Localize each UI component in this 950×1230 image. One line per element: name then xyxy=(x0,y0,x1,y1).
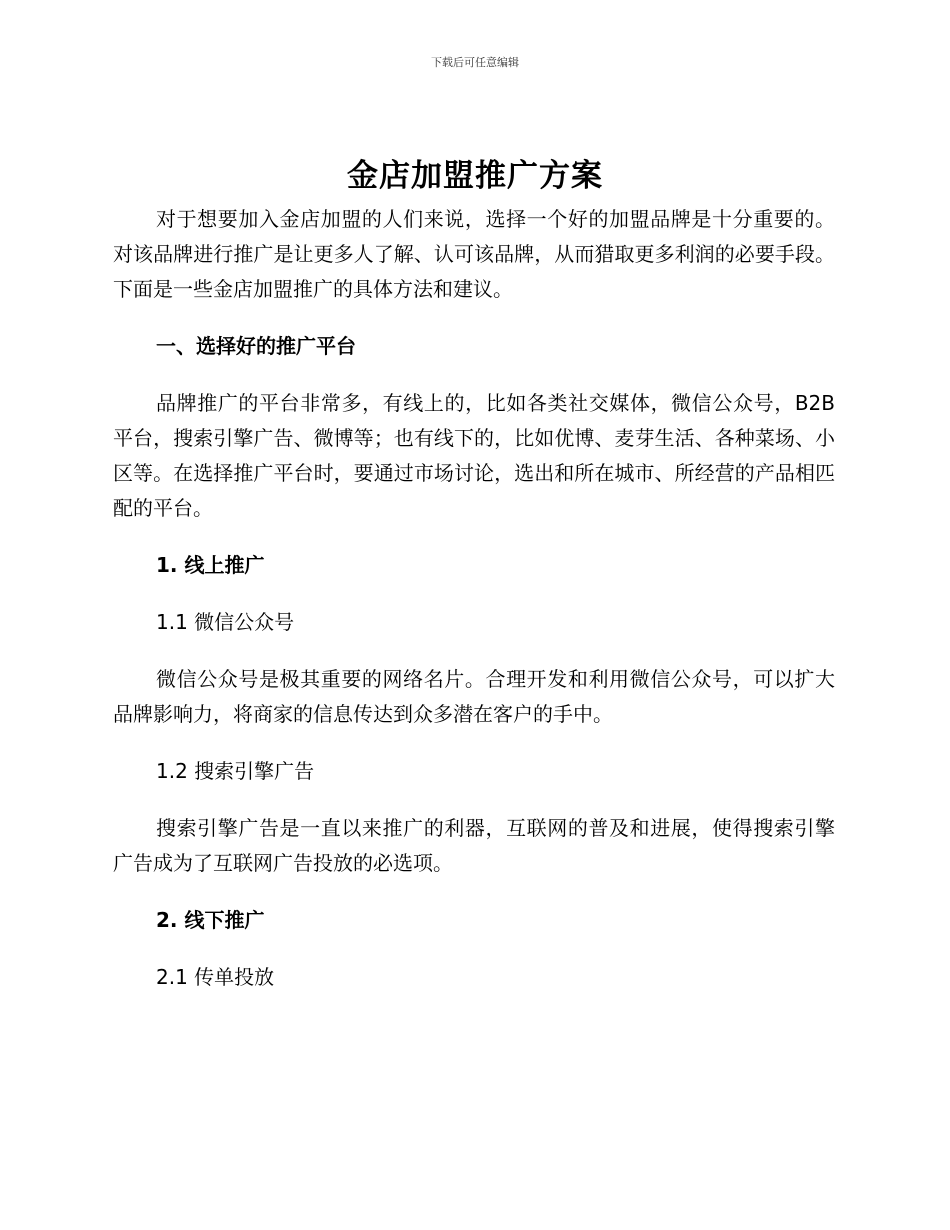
flyer-subheading: 2.1 传单投放 xyxy=(156,965,275,989)
intro-paragraph: 对于想要加入金店加盟的人们来说，选择一个好的加盟品牌是十分重要的。对该品牌进行推广是让更多人了解、认可该品牌，从而猎取更多利润的必要手段。下面是一些金店加盟推广的具体方法和建议。 xyxy=(113,207,835,301)
wechat-paragraph: 微信公众号是极其重要的网络名片。合理开发和利用微信公众号，可以扩大品牌影响力，将商家的信息传达到众多潜在客户的手中。 xyxy=(113,667,835,726)
platform-paragraph: 品牌推广的平台非常多，有线上的，比如各类社交媒体，微信公众号，B2B 平台，搜索引擎广告、微博等；也有线下的，比如优博、麦芽生活、各种菜场、小区等。在选择推广平台时，要通过市场讨论，选出和所在城市、所经营的产品相匹配的平台。 xyxy=(113,391,835,520)
wechat-subheading: 1.1 微信公众号 xyxy=(156,610,295,634)
online-promotion-heading: 1. 线上推广 xyxy=(156,553,265,577)
search-ad-paragraph: 搜索引擎广告是一直以来推广的利器，互联网的普及和进展，使得搜索引擎广告成为了互联网广告投放的必选项。 xyxy=(113,816,835,875)
document-body xyxy=(113,202,835,1017)
offline-promotion-heading: 2. 线下推广 xyxy=(156,908,265,932)
section-heading-platform: 一、选择好的推广平台 xyxy=(156,334,356,358)
document-title: 金店加盟推广方案 xyxy=(347,158,603,194)
search-ad-subheading: 1.2 搜索引擎广告 xyxy=(156,759,315,783)
header-note: 下载后可任意编辑 xyxy=(431,56,519,69)
